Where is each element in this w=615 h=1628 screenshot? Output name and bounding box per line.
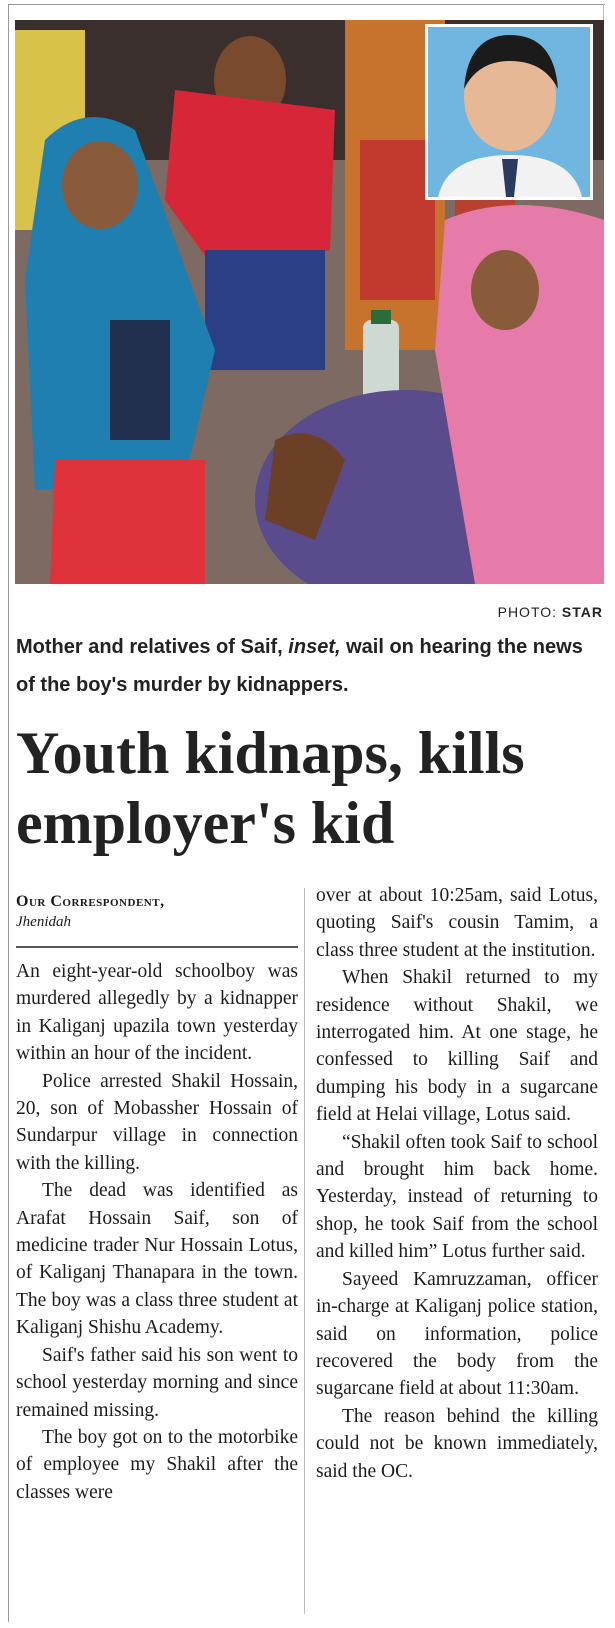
article-column-2 — [316, 882, 598, 1485]
article-column-1 — [16, 958, 298, 1506]
article-paragraph: When Shakil returned to my residence without Shakil, we interrogated him. At one stage, he confessed to killing Saif and dumping his body in a sugarcane field at Helai village, Lotus said. — [316, 967, 598, 1126]
column-rule — [304, 888, 305, 1614]
headline: Youth kidnaps, kills employer's kid — [16, 720, 525, 856]
inset-portrait — [425, 24, 593, 200]
left-column-rule — [8, 4, 9, 1622]
byline-name: Our Correspondent, — [16, 893, 165, 910]
photo-caption — [16, 628, 602, 704]
caption-part1: Mother and relatives of Saif, — [16, 636, 289, 658]
article-paragraph: The dead was identified as Arafat Hossain Saif, son of medicine trader Nur Hossain Lotus, of Kaliganj Thanapara in the town. The boy was a class three student at Kaliganj Shishu Academy. — [16, 1180, 298, 1339]
article-paragraph: The boy got on to the motorbike of employee my Shakil after the classes were — [16, 1426, 298, 1503]
article-paragraph: over at about 10:25am, said Lotus, quoting Saif's cousin Tamim, a class three student at the institution. — [316, 885, 598, 961]
article-paragraph: The reason behind the killing could not be known immediately, said the OC. — [316, 1405, 598, 1482]
article-paragraph: An eight-year-old schoolboy was murdered allegedly by a kidnapper in Kaliganj upazila town yesterday within an hour of the incident. — [16, 961, 298, 1065]
photo-credit-label: PHOTO: — [497, 604, 558, 620]
caption-part2: wail on hearing the news of the boy's murder by kidnappers. — [16, 636, 583, 696]
article-paragraph: Sayeed Kamruzzaman, officer in-charge at Kaliganj police station, said on information, police recovered the body from the sugarcane field at about 11:30am. — [316, 1268, 598, 1400]
byline — [16, 892, 298, 932]
photo-credit — [498, 604, 603, 620]
article-paragraph: Police arrested Shakil Hossain, 20, son of Mobassher Hossain of Sundarpur village in connection with the killing. — [16, 1070, 298, 1174]
byline-rule — [16, 946, 298, 948]
top-rule — [8, 4, 605, 5]
inset-portrait-illustration — [428, 27, 590, 197]
article-paragraph: Saif's father said his son went to school yesterday morning and since remained missing. — [16, 1344, 298, 1421]
caption-inset-word: inset, — [288, 636, 341, 658]
article-paragraph: “Shakil often took Saif to school and brought him back home. Yesterday, instead of returning to shop, he took Saif from the school and killed him” Lotus further said. — [316, 1131, 598, 1263]
photo-credit-source: STAR — [561, 604, 603, 620]
byline-place: Jhenidah — [16, 914, 71, 930]
